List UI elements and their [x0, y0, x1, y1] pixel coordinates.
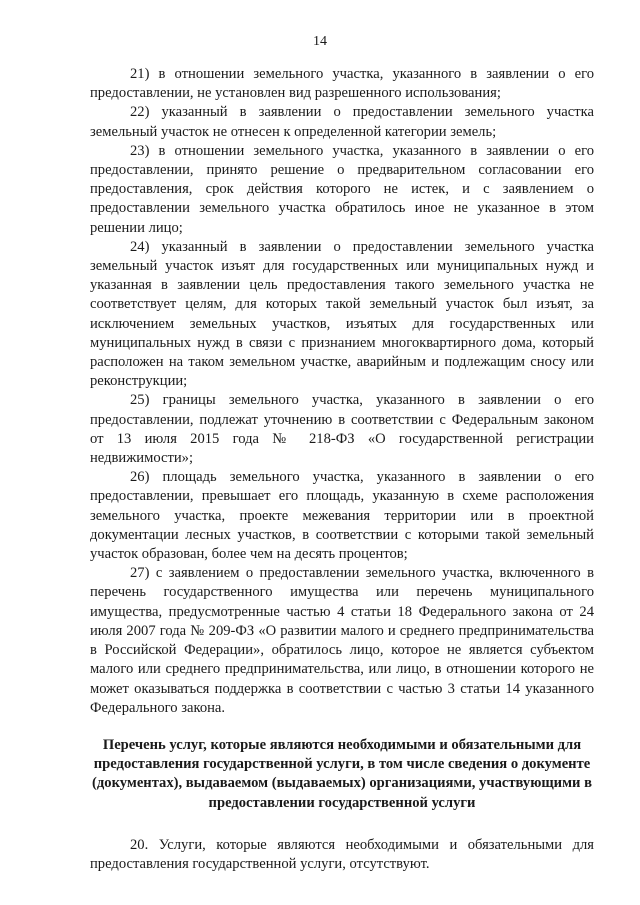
clause-20: 20. Услуги, которые являются необходимыми и обязательными для предоставления государственной услуги, отсутствуют. — [90, 836, 594, 872]
section-heading: Перечень услуг, которые являются необходимыми и обязательными для предоставления государственной услуги, в том числе сведения о документе (документах), выдаваемом (выдаваемых) организациями, участвующими в предоставлении государственной услуги — [92, 736, 592, 811]
page-number: 14 — [313, 34, 327, 49]
list-item-26: 26) площадь земельного участка, указанного в заявлении о его предоставлении, превышает его площадь, указанную в схеме расположения земельного участка, проекте межевания территории или в проектной документации лесных участков, в соответствии с которыми такой земельный участок образован, более чем на десять процентов; — [90, 469, 594, 563]
list-item-23: 23) в отношении земельного участка, указанного в заявлении о его предоставлении, принято решение о предварительном согласовании его предоставления, срок действия которого не истек, и с заявлением о предоставлении земельного участка обратилось иное не указанное в этом решении лицо; — [90, 142, 594, 236]
list-item-25: 25) границы земельного участка, указанного в заявлении о его предоставлении, подлежат уточнению в соответствии с Федеральным законом от 13 июля 2015 года № 218-ФЗ «О государственной регистрации недвижимости»; — [90, 392, 594, 467]
list-item-21: 21) в отношении земельного участка, указанного в заявлении о его предоставлении, не установлен вид разрешенного использования; — [90, 66, 594, 102]
list-item-27: 27) с заявлением о предоставлении земельного участка, включенного в перечень государственного имущества или перечень муниципального имущества, предусмотренные частью 4 статьи 18 Федерального закона от 24 июля 2007 года № 209-ФЗ «О развитии малого и среднего предпринимательства в Российской Федерации», обратилось лицо, которое не является субъектом малого или среднего предпринимательства, или лицо, в отношении которого не может оказываться поддержка в соответствии с частью 3 статьи 14 указанного Федерального закона. — [90, 565, 594, 716]
document-body — [90, 65, 594, 889]
list-item-24: 24) указанный в заявлении о предоставлении земельного участка земельный участок изъят для государственных или муниципальных нужд и указанная в заявлении цель предоставления такого земельного участка не соответствует целям, для которых такой земельный участок был изъят, за исключением земельных участков, изъятых для государственных или муниципальных нужд в связи с признанием многоквартирного дома, который расположен на таком земельном участке, аварийным и подлежащим сносу или реконструкции; — [90, 238, 594, 390]
list-item-22: 22) указанный в заявлении о предоставлении земельного участка земельный участок не отнесен к определенной категории земель; — [90, 104, 594, 140]
